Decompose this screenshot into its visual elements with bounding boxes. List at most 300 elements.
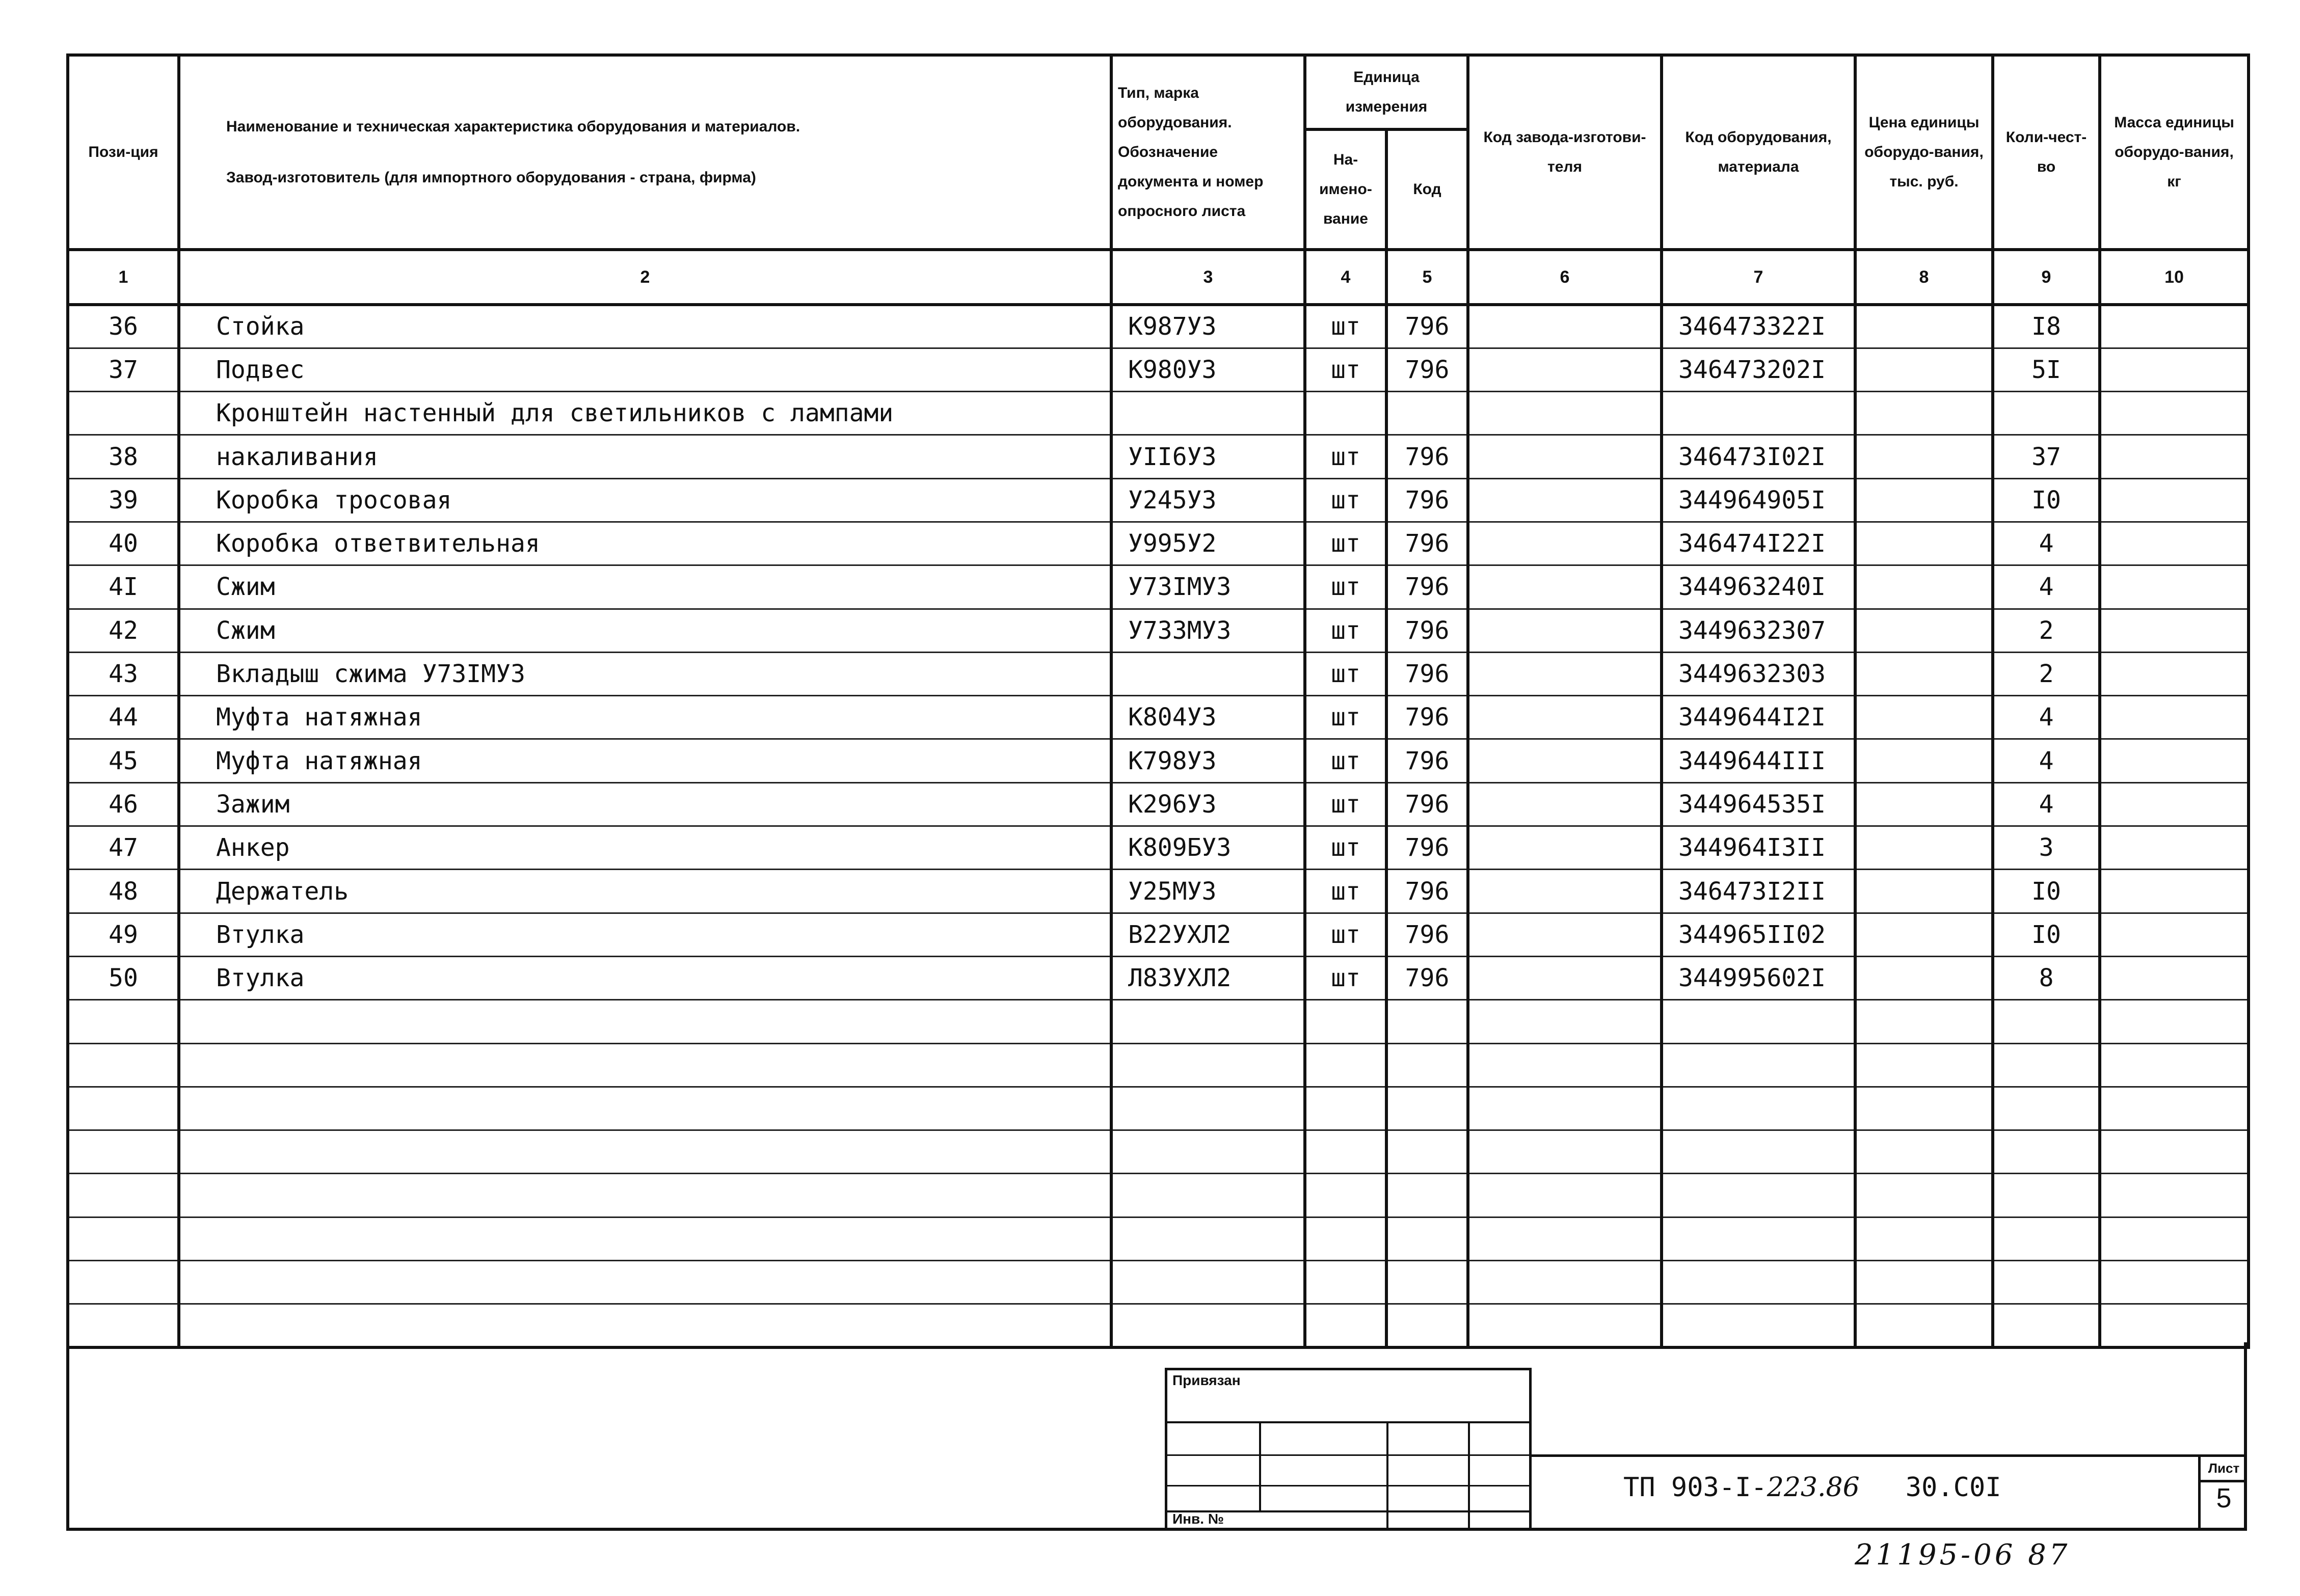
approval-stamp bbox=[1165, 1368, 1532, 1531]
row-quantity: 3 bbox=[1993, 826, 2100, 870]
row-equipment-code: 344995602I bbox=[1662, 956, 1855, 999]
row-name: Анкер bbox=[179, 826, 1111, 870]
row-unit-name: шт bbox=[1305, 739, 1386, 782]
row-unit-code: 796 bbox=[1386, 305, 1468, 348]
row-mass bbox=[2100, 652, 2249, 695]
row-price bbox=[1855, 1261, 1993, 1304]
table-row bbox=[68, 522, 2249, 565]
sheet-number-box bbox=[2198, 1457, 2247, 1531]
row-type: К296У3 bbox=[1111, 782, 1305, 826]
row-price bbox=[1855, 1217, 1993, 1260]
row-position: 4I bbox=[68, 565, 179, 609]
row-equipment-code: 346473202I bbox=[1662, 348, 1855, 391]
row-unit-code bbox=[1386, 1261, 1468, 1304]
row-mass bbox=[2100, 1000, 2249, 1043]
table-row bbox=[68, 565, 2249, 609]
row-position bbox=[68, 392, 179, 435]
stamp-label: Привязан bbox=[1172, 1372, 1241, 1388]
row-quantity bbox=[1993, 1261, 2100, 1304]
row-name: Держатель bbox=[179, 870, 1111, 913]
row-position bbox=[68, 1217, 179, 1260]
row-quantity: 4 bbox=[1993, 696, 2100, 739]
row-unit-code: 796 bbox=[1386, 956, 1468, 999]
row-type bbox=[1111, 1087, 1305, 1130]
row-name bbox=[179, 1130, 1111, 1174]
row-position bbox=[68, 1130, 179, 1174]
row-unit-code: 796 bbox=[1386, 870, 1468, 913]
row-name: Сжим bbox=[179, 609, 1111, 652]
table-row bbox=[68, 1087, 2249, 1130]
col-number: 5 bbox=[1386, 250, 1468, 305]
header-quantity: Коли-чест-во bbox=[1993, 55, 2100, 250]
row-price bbox=[1855, 913, 1993, 956]
document-code bbox=[1623, 1472, 2001, 1503]
row-unit-code bbox=[1386, 392, 1468, 435]
row-name bbox=[179, 1000, 1111, 1043]
row-unit-code bbox=[1386, 1174, 1468, 1217]
row-factory-code bbox=[1468, 609, 1662, 652]
row-equipment-code: 3449632303 bbox=[1662, 652, 1855, 695]
row-name: Муфта натяжная bbox=[179, 696, 1111, 739]
row-position: 49 bbox=[68, 913, 179, 956]
row-name: Муфта натяжная bbox=[179, 739, 1111, 782]
row-mass bbox=[2100, 348, 2249, 391]
row-price bbox=[1855, 1304, 1993, 1347]
row-type: К809БУ3 bbox=[1111, 826, 1305, 870]
row-type: В22УХЛ2 bbox=[1111, 913, 1305, 956]
stamp-divider bbox=[1167, 1421, 1529, 1423]
row-unit-code: 796 bbox=[1386, 696, 1468, 739]
row-price bbox=[1855, 870, 1993, 913]
row-unit-code: 796 bbox=[1386, 609, 1468, 652]
row-price bbox=[1855, 652, 1993, 695]
row-type bbox=[1111, 1000, 1305, 1043]
table-row bbox=[68, 478, 2249, 522]
row-type: У995У2 bbox=[1111, 522, 1305, 565]
row-quantity: I0 bbox=[1993, 913, 2100, 956]
stamp-divider bbox=[1259, 1421, 1261, 1510]
row-unit-name bbox=[1305, 1000, 1386, 1043]
row-quantity: I0 bbox=[1993, 870, 2100, 913]
row-equipment-code bbox=[1662, 392, 1855, 435]
row-unit-name: шт bbox=[1305, 609, 1386, 652]
col-number: 6 bbox=[1468, 250, 1662, 305]
table-row bbox=[68, 870, 2249, 913]
row-equipment-code: 344964I3II bbox=[1662, 826, 1855, 870]
row-factory-code bbox=[1468, 1087, 1662, 1130]
row-quantity: I0 bbox=[1993, 478, 2100, 522]
row-quantity: I8 bbox=[1993, 305, 2100, 348]
row-quantity: 4 bbox=[1993, 739, 2100, 782]
header-unit: Единица измерения bbox=[1305, 55, 1468, 129]
row-type: К804У3 bbox=[1111, 696, 1305, 739]
row-factory-code bbox=[1468, 392, 1662, 435]
row-price bbox=[1855, 1174, 1993, 1217]
sheet-label: Лист bbox=[2201, 1457, 2247, 1482]
row-unit-code: 796 bbox=[1386, 478, 1468, 522]
row-position: 48 bbox=[68, 870, 179, 913]
header-name-line2: Завод-изготовитель (для импортного оборудования - страна, фирма) bbox=[226, 169, 756, 186]
row-unit-code bbox=[1386, 1304, 1468, 1347]
row-unit-name: шт bbox=[1305, 913, 1386, 956]
handwritten-archive-number: 21195-06 87 bbox=[1855, 1538, 2071, 1572]
row-factory-code bbox=[1468, 305, 1662, 348]
row-position: 45 bbox=[68, 739, 179, 782]
row-price bbox=[1855, 782, 1993, 826]
header-unit-name: На-имено-вание bbox=[1305, 129, 1386, 250]
row-equipment-code bbox=[1662, 1261, 1855, 1304]
row-unit-code: 796 bbox=[1386, 565, 1468, 609]
footer-area bbox=[66, 1342, 2247, 1531]
row-equipment-code: 344963240I bbox=[1662, 565, 1855, 609]
table-row bbox=[68, 1174, 2249, 1217]
row-quantity bbox=[1993, 1043, 2100, 1087]
col-number: 3 bbox=[1111, 250, 1305, 305]
row-position bbox=[68, 1261, 179, 1304]
row-equipment-code: 346473I2II bbox=[1662, 870, 1855, 913]
row-equipment-code bbox=[1662, 1000, 1855, 1043]
table-row bbox=[68, 1261, 2249, 1304]
table-row bbox=[68, 826, 2249, 870]
row-price bbox=[1855, 435, 1993, 478]
row-name: накаливания bbox=[179, 435, 1111, 478]
row-name: Втулка bbox=[179, 956, 1111, 999]
table-row bbox=[68, 1000, 2249, 1043]
row-mass bbox=[2100, 1304, 2249, 1347]
row-position: 40 bbox=[68, 522, 179, 565]
row-price bbox=[1855, 696, 1993, 739]
row-equipment-code bbox=[1662, 1043, 1855, 1087]
stamp-divider bbox=[1167, 1485, 1529, 1486]
row-unit-name: шт bbox=[1305, 435, 1386, 478]
row-mass bbox=[2100, 565, 2249, 609]
row-factory-code bbox=[1468, 739, 1662, 782]
row-name: Подвес bbox=[179, 348, 1111, 391]
row-quantity bbox=[1993, 392, 2100, 435]
row-position: 36 bbox=[68, 305, 179, 348]
row-unit-code bbox=[1386, 1217, 1468, 1260]
row-equipment-code bbox=[1662, 1130, 1855, 1174]
row-unit-name bbox=[1305, 392, 1386, 435]
row-unit-code: 796 bbox=[1386, 782, 1468, 826]
row-name: Вкладыш сжима У73IМУ3 bbox=[179, 652, 1111, 695]
row-price bbox=[1855, 739, 1993, 782]
row-unit-name: шт bbox=[1305, 826, 1386, 870]
row-unit-name bbox=[1305, 1261, 1386, 1304]
row-factory-code bbox=[1468, 1261, 1662, 1304]
table-row bbox=[68, 696, 2249, 739]
row-mass bbox=[2100, 522, 2249, 565]
row-equipment-code bbox=[1662, 1217, 1855, 1260]
row-type bbox=[1111, 1174, 1305, 1217]
row-unit-code: 796 bbox=[1386, 435, 1468, 478]
header-equipment-code: Код оборудования, материала bbox=[1662, 55, 1855, 250]
header-position: Пози-ция bbox=[68, 55, 179, 250]
row-factory-code bbox=[1468, 1174, 1662, 1217]
row-factory-code bbox=[1468, 1130, 1662, 1174]
equipment-spec-table bbox=[66, 53, 2250, 1349]
row-price bbox=[1855, 478, 1993, 522]
col-number: 9 bbox=[1993, 250, 2100, 305]
row-mass bbox=[2100, 696, 2249, 739]
row-mass bbox=[2100, 435, 2249, 478]
row-quantity: 4 bbox=[1993, 782, 2100, 826]
row-unit-code: 796 bbox=[1386, 652, 1468, 695]
row-type: У245У3 bbox=[1111, 478, 1305, 522]
row-mass bbox=[2100, 1217, 2249, 1260]
row-unit-code: 796 bbox=[1386, 739, 1468, 782]
header-unit-code: Код bbox=[1386, 129, 1468, 250]
header-type: Тип, марка оборудования. Обозначение документа и номер опросного листа bbox=[1111, 55, 1305, 250]
row-price bbox=[1855, 348, 1993, 391]
document-code-prefix: ТП 903-I- bbox=[1623, 1472, 1767, 1503]
row-factory-code bbox=[1468, 565, 1662, 609]
row-type: Л83УХЛ2 bbox=[1111, 956, 1305, 999]
row-unit-code bbox=[1386, 1000, 1468, 1043]
row-quantity bbox=[1993, 1130, 2100, 1174]
row-name bbox=[179, 1174, 1111, 1217]
row-unit-name: шт bbox=[1305, 696, 1386, 739]
row-price bbox=[1855, 1043, 1993, 1087]
row-equipment-code: 346474I22I bbox=[1662, 522, 1855, 565]
row-type bbox=[1111, 1304, 1305, 1347]
row-type: У733МУ3 bbox=[1111, 609, 1305, 652]
row-factory-code bbox=[1468, 1217, 1662, 1260]
row-factory-code bbox=[1468, 652, 1662, 695]
row-factory-code bbox=[1468, 956, 1662, 999]
row-mass bbox=[2100, 1261, 2249, 1304]
row-quantity: 37 bbox=[1993, 435, 2100, 478]
table-row bbox=[68, 739, 2249, 782]
header-name bbox=[179, 55, 1111, 250]
row-equipment-code: 344964535I bbox=[1662, 782, 1855, 826]
row-name: Стойка bbox=[179, 305, 1111, 348]
row-type: К798У3 bbox=[1111, 739, 1305, 782]
row-quantity: 5I bbox=[1993, 348, 2100, 391]
table-row bbox=[68, 956, 2249, 999]
spec-sheet bbox=[66, 53, 2247, 1531]
row-position: 44 bbox=[68, 696, 179, 739]
row-price bbox=[1855, 1130, 1993, 1174]
row-unit-name: шт bbox=[1305, 305, 1386, 348]
stamp-divider bbox=[1167, 1454, 1529, 1456]
row-unit-code bbox=[1386, 1130, 1468, 1174]
header-mass: Масса единицы оборудо-вания, кг bbox=[2100, 55, 2249, 250]
row-equipment-code bbox=[1662, 1087, 1855, 1130]
row-unit-code bbox=[1386, 1087, 1468, 1130]
row-price bbox=[1855, 305, 1993, 348]
row-equipment-code bbox=[1662, 1174, 1855, 1217]
row-unit-code bbox=[1386, 1043, 1468, 1087]
col-number: 2 bbox=[179, 250, 1111, 305]
row-mass bbox=[2100, 1130, 2249, 1174]
row-equipment-code: 346473I02I bbox=[1662, 435, 1855, 478]
row-price bbox=[1855, 826, 1993, 870]
table-row bbox=[68, 348, 2249, 391]
row-position: 47 bbox=[68, 826, 179, 870]
row-name bbox=[179, 1217, 1111, 1260]
row-mass bbox=[2100, 870, 2249, 913]
row-type bbox=[1111, 1261, 1305, 1304]
row-equipment-code: 3449644III bbox=[1662, 739, 1855, 782]
row-factory-code bbox=[1468, 522, 1662, 565]
row-unit-name bbox=[1305, 1130, 1386, 1174]
row-position bbox=[68, 1087, 179, 1130]
document-code-handwritten: 223.86 bbox=[1767, 1472, 1860, 1503]
document-code-suffix: 30.С0I bbox=[1905, 1472, 2001, 1503]
row-type: К980У3 bbox=[1111, 348, 1305, 391]
row-position: 38 bbox=[68, 435, 179, 478]
row-price bbox=[1855, 1087, 1993, 1130]
row-mass bbox=[2100, 392, 2249, 435]
row-type bbox=[1111, 652, 1305, 695]
row-quantity bbox=[1993, 1217, 2100, 1260]
row-unit-name bbox=[1305, 1043, 1386, 1087]
stamp-divider bbox=[1386, 1421, 1388, 1531]
table-row bbox=[68, 392, 2249, 435]
row-mass bbox=[2100, 305, 2249, 348]
row-mass bbox=[2100, 1174, 2249, 1217]
row-position bbox=[68, 1304, 179, 1347]
row-position bbox=[68, 1043, 179, 1087]
row-mass bbox=[2100, 739, 2249, 782]
row-mass bbox=[2100, 782, 2249, 826]
col-number: 4 bbox=[1305, 250, 1386, 305]
header-name-line1: Наименование и техническая характеристика оборудования и материалов. bbox=[226, 118, 800, 135]
header-price: Цена единицы оборудо-вания, тыс. руб. bbox=[1855, 55, 1993, 250]
row-unit-name bbox=[1305, 1087, 1386, 1130]
row-factory-code bbox=[1468, 913, 1662, 956]
row-price bbox=[1855, 609, 1993, 652]
row-unit-name: шт bbox=[1305, 782, 1386, 826]
row-quantity: 8 bbox=[1993, 956, 2100, 999]
row-quantity: 4 bbox=[1993, 565, 2100, 609]
row-mass bbox=[2100, 1043, 2249, 1087]
row-price bbox=[1855, 565, 1993, 609]
row-type bbox=[1111, 1043, 1305, 1087]
row-quantity bbox=[1993, 1304, 2100, 1347]
row-unit-name bbox=[1305, 1174, 1386, 1217]
row-factory-code bbox=[1468, 696, 1662, 739]
row-factory-code bbox=[1468, 826, 1662, 870]
row-mass bbox=[2100, 956, 2249, 999]
row-price bbox=[1855, 956, 1993, 999]
row-type: У73IМУ3 bbox=[1111, 565, 1305, 609]
inventory-number-label: Инв. № bbox=[1172, 1511, 1224, 1527]
row-mass bbox=[2100, 478, 2249, 522]
table-row bbox=[68, 652, 2249, 695]
row-factory-code bbox=[1468, 1043, 1662, 1087]
row-type bbox=[1111, 392, 1305, 435]
row-factory-code bbox=[1468, 478, 1662, 522]
row-unit-code: 796 bbox=[1386, 826, 1468, 870]
row-name: Коробка ответвительная bbox=[179, 522, 1111, 565]
row-unit-code: 796 bbox=[1386, 522, 1468, 565]
row-unit-name: шт bbox=[1305, 522, 1386, 565]
row-name bbox=[179, 1087, 1111, 1130]
table-row bbox=[68, 1043, 2249, 1087]
row-factory-code bbox=[1468, 782, 1662, 826]
row-equipment-code: 344965II02 bbox=[1662, 913, 1855, 956]
row-unit-name: шт bbox=[1305, 870, 1386, 913]
row-quantity: 2 bbox=[1993, 609, 2100, 652]
col-number: 1 bbox=[68, 250, 179, 305]
row-factory-code bbox=[1468, 435, 1662, 478]
row-mass bbox=[2100, 609, 2249, 652]
row-factory-code bbox=[1468, 870, 1662, 913]
row-mass bbox=[2100, 826, 2249, 870]
row-type bbox=[1111, 1130, 1305, 1174]
row-quantity bbox=[1993, 1174, 2100, 1217]
row-quantity bbox=[1993, 1087, 2100, 1130]
row-unit-name: шт bbox=[1305, 956, 1386, 999]
row-equipment-code bbox=[1662, 1304, 1855, 1347]
row-position: 43 bbox=[68, 652, 179, 695]
col-number: 7 bbox=[1662, 250, 1855, 305]
title-block-line bbox=[1532, 1454, 2247, 1457]
row-type: У25МУ3 bbox=[1111, 870, 1305, 913]
row-type: К987У3 bbox=[1111, 305, 1305, 348]
row-equipment-code: 3449632307 bbox=[1662, 609, 1855, 652]
row-name bbox=[179, 1043, 1111, 1087]
row-unit-name: шт bbox=[1305, 565, 1386, 609]
row-unit-name: шт bbox=[1305, 478, 1386, 522]
table-row bbox=[68, 435, 2249, 478]
row-position: 37 bbox=[68, 348, 179, 391]
row-type: УII6У3 bbox=[1111, 435, 1305, 478]
row-price bbox=[1855, 1000, 1993, 1043]
sheet-number: 5 bbox=[2216, 1483, 2232, 1513]
table-row bbox=[68, 782, 2249, 826]
row-factory-code bbox=[1468, 348, 1662, 391]
row-factory-code bbox=[1468, 1304, 1662, 1347]
header-factory-code: Код завода-изготови-теля bbox=[1468, 55, 1662, 250]
row-equipment-code: 3449644I2I bbox=[1662, 696, 1855, 739]
row-position bbox=[68, 1000, 179, 1043]
row-name bbox=[179, 1261, 1111, 1304]
row-price bbox=[1855, 522, 1993, 565]
row-unit-code: 796 bbox=[1386, 913, 1468, 956]
row-name: Коробка тросовая bbox=[179, 478, 1111, 522]
row-quantity bbox=[1993, 1000, 2100, 1043]
row-equipment-code: 344964905I bbox=[1662, 478, 1855, 522]
table-row bbox=[68, 1130, 2249, 1174]
row-quantity: 4 bbox=[1993, 522, 2100, 565]
table-row bbox=[68, 609, 2249, 652]
row-position: 42 bbox=[68, 609, 179, 652]
table-row bbox=[68, 913, 2249, 956]
row-mass bbox=[2100, 913, 2249, 956]
row-unit-name: шт bbox=[1305, 652, 1386, 695]
row-position bbox=[68, 1174, 179, 1217]
row-name: Втулка bbox=[179, 913, 1111, 956]
column-number-row bbox=[68, 250, 2249, 305]
row-equipment-code: 346473322I bbox=[1662, 305, 1855, 348]
row-name: Зажим bbox=[179, 782, 1111, 826]
table-row bbox=[68, 1217, 2249, 1260]
row-name: Сжим bbox=[179, 565, 1111, 609]
row-mass bbox=[2100, 1087, 2249, 1130]
col-number: 8 bbox=[1855, 250, 1993, 305]
row-name bbox=[179, 1304, 1111, 1347]
row-unit-name bbox=[1305, 1304, 1386, 1347]
row-position: 50 bbox=[68, 956, 179, 999]
row-unit-code: 796 bbox=[1386, 348, 1468, 391]
row-position: 39 bbox=[68, 478, 179, 522]
row-name: Кронштейн настенный для светильников с лампами bbox=[179, 392, 1111, 435]
row-type bbox=[1111, 1217, 1305, 1260]
row-price bbox=[1855, 392, 1993, 435]
